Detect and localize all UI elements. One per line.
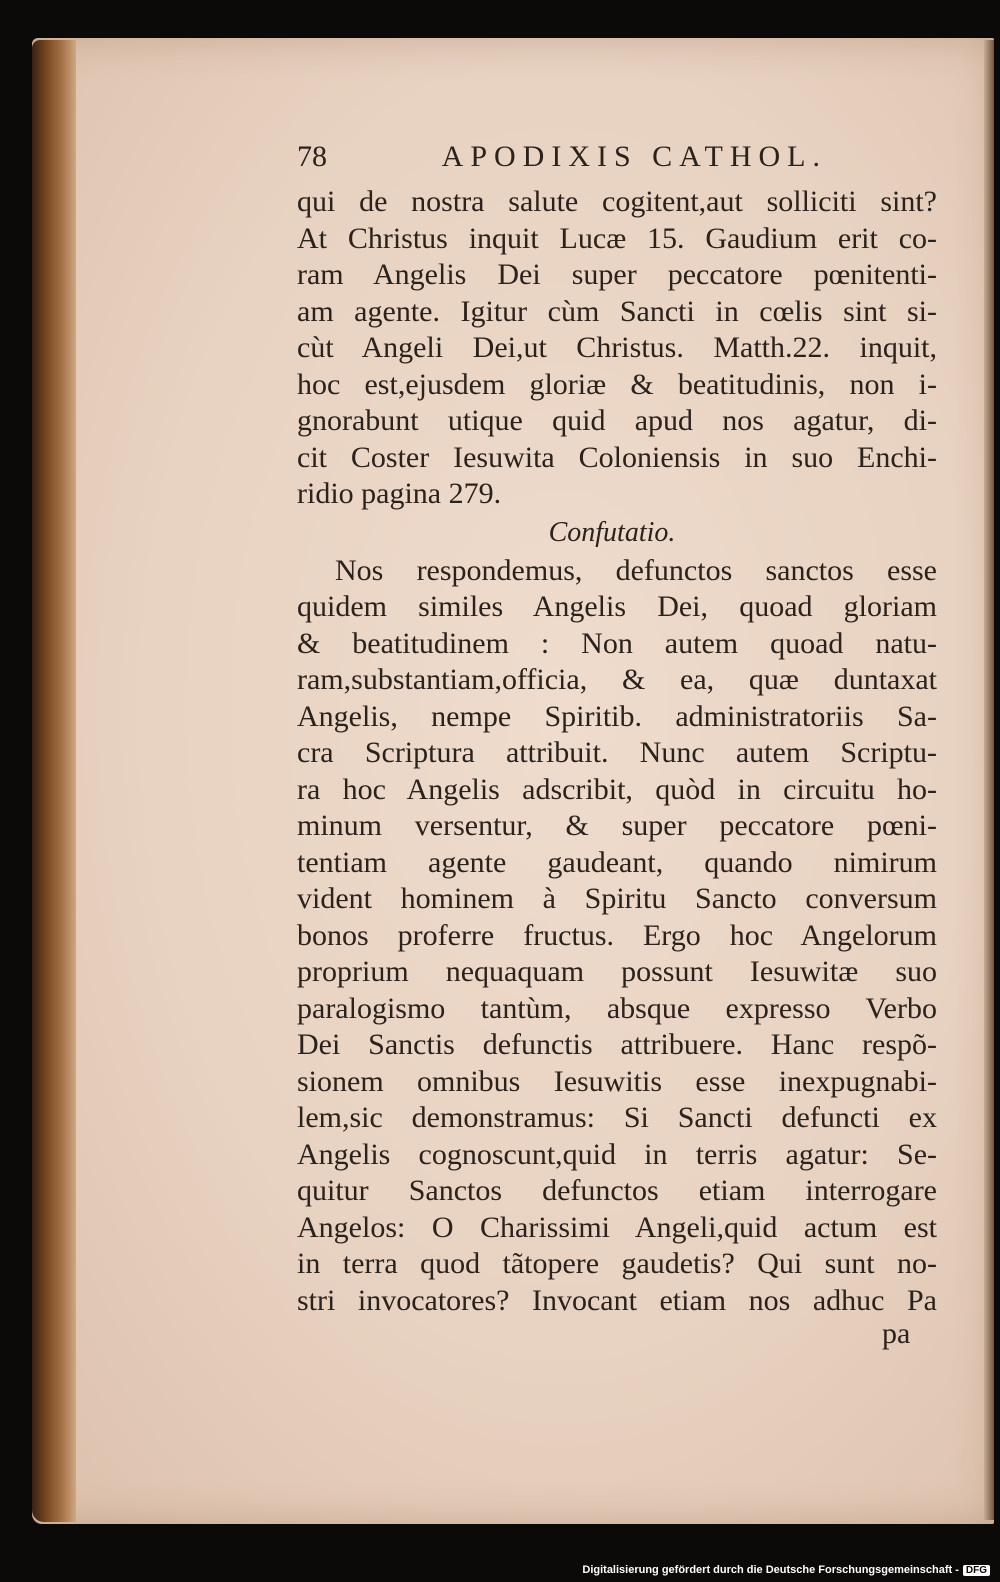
text-line: Dei Sanctis defunctis attribuere. Hanc respõ- <box>297 1028 937 1061</box>
text-line: lem,sic demonstramus: Si Sancti defuncti ex <box>297 1101 937 1134</box>
text-line: stri invocatores? Invocant etiam nos adhuc Pa <box>297 1283 937 1317</box>
text-line: cra Scriptura attribuit. Nunc autem Scriptu- <box>297 736 937 769</box>
text-line: ram,substantiam,officia, & ea, quæ duntaxat <box>297 663 937 696</box>
text-line: in terra quod tãtopere gaudetis? Qui sunt no- <box>297 1247 937 1280</box>
text-line: Angelos: O Charissimi Angeli,quid actum est <box>297 1210 937 1244</box>
funding-credit: Digitalisierung gefördert durch die Deutsche Forschungsgemeinschaft - <box>582 1564 959 1576</box>
text-line: ridio pagina 279. <box>297 477 502 510</box>
text-line: Angelis cognoscunt,quid in terris agatur: Se- <box>297 1137 937 1171</box>
running-header <box>297 140 827 184</box>
text-line: gnorabunt utique quid apud nos agatur, di- <box>297 404 937 437</box>
text-line: At Christus inquit Lucæ 15. Gaudium erit co- <box>297 221 937 255</box>
text-line: bonos proferre fructus. Ergo hoc Angelorum <box>297 918 937 952</box>
book-spine-edge <box>32 40 76 1522</box>
page-text <box>297 140 937 1319</box>
text-line: quitur Sanctos defunctos etiam interrogare <box>297 1174 937 1207</box>
catchword: pa <box>882 1317 911 1350</box>
text-line: ram Angelis Dei super peccatore pœnitenti- <box>297 258 937 291</box>
text-line: Angelis, nempe Spiritib. administratoriis Sa- <box>297 699 937 733</box>
text-line: tentiam agente gaudeant, quando nimirum <box>297 845 937 879</box>
text-line: ra hoc Angelis adscribit, quòd in circuitu ho- <box>297 772 937 806</box>
dfg-logo: DFG <box>963 1565 990 1576</box>
text-line: minum versentur, & super peccatore pœni- <box>297 809 937 842</box>
text-line: hoc est,ejusdem gloriæ & beatitudinis, non i- <box>297 367 937 401</box>
page-number: 78 <box>297 140 327 173</box>
text-line: sionem omnibus Iesuwitis esse inexpugnabi- <box>297 1064 937 1098</box>
text-line: & beatitudinem : Non autem quoad natu- <box>297 626 937 660</box>
text-line: vident hominem à Spiritu Sancto conversum <box>297 882 937 915</box>
running-title: APODIXIS CATHOL. <box>441 140 827 173</box>
text-lines-after-heading <box>297 553 937 1320</box>
text-lines-before-heading <box>297 184 937 513</box>
text-line: am agente. Igitur cùm Sancti in cœlis sint si- <box>297 294 937 328</box>
digitization-footer <box>582 1564 990 1576</box>
text-line: cùt Angeli Dei,ut Christus. Matth.22. inquit, <box>297 331 937 364</box>
text-line: qui de nostra salute cogitent,aut solliciti sint? <box>297 185 937 218</box>
text-line: quidem similes Angelis Dei, quoad gloriam <box>297 590 937 623</box>
text-line: paralogismo tantùm, absque expresso Verbo <box>297 991 937 1025</box>
text-line: proprium nequaquam possunt Iesuwitæ suo <box>297 955 937 988</box>
text-line: Nos respondemus, defunctos sanctos esse <box>335 553 937 587</box>
section-heading: Confutatio. <box>548 516 676 548</box>
page-right-edge <box>984 40 994 1520</box>
text-line: cit Coster Iesuwita Coloniensis in suo Enchi- <box>297 440 937 474</box>
